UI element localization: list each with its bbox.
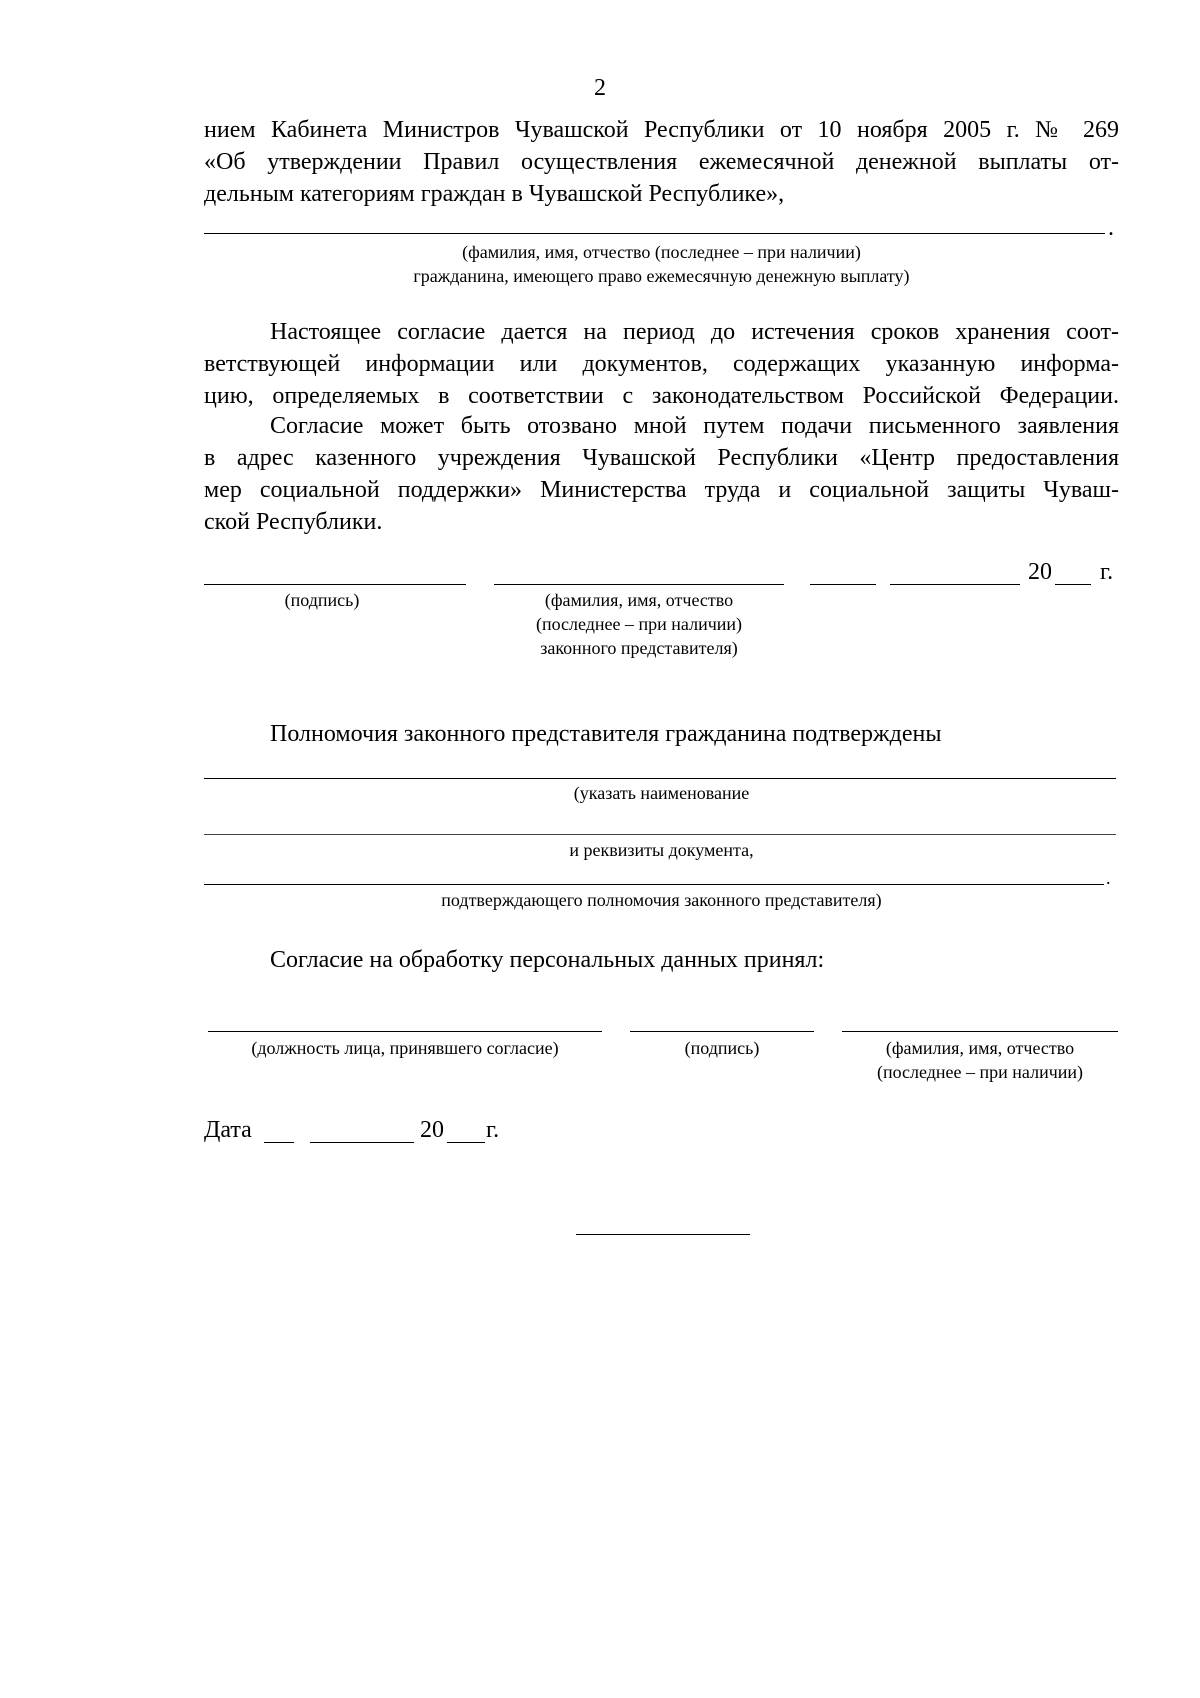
consent-revocation-paragraph xyxy=(204,410,1119,538)
intro-paragraph xyxy=(204,114,1119,210)
accepted-name-caption-line-2: (последнее – при наличии) xyxy=(876,1062,1084,1082)
date-day-line xyxy=(810,584,876,585)
consent-accepted-heading: Согласие на обработку персональных данных принял: xyxy=(270,947,825,973)
citizen-caption-line-1: (фамилия, имя, отчество (последнее – при наличии) xyxy=(462,242,861,262)
date-month-blank xyxy=(310,1142,414,1143)
date-year-suffix-bottom: г. xyxy=(486,1117,500,1143)
authority-caption-3: подтверждающего полномочия законного представителя) xyxy=(441,890,882,910)
paragraph2-line-3: мер социальной поддержки» Министерства труда и социальной защиты Чуваш- xyxy=(204,477,1119,503)
date-month-line xyxy=(890,584,1020,585)
authority-line-dot: . xyxy=(1106,868,1111,888)
intro-line-1: нием Кабинета Министров Чувашской Республики от 10 ноября 2005 г. № 269 xyxy=(204,117,1119,143)
date-year-prefix: 20 xyxy=(1028,559,1052,585)
citizen-name-line-dot: . xyxy=(1108,215,1114,241)
rep-name-caption-line-3: законного представителя) xyxy=(540,638,738,658)
paragraph2-line-2: в адрес казенного учреждения Чувашской Республики «Центр предоставления xyxy=(204,445,1119,471)
paragraph1-line-1: Настоящее согласие дается на период до истечения сроков хранения соот- xyxy=(270,319,1119,345)
paragraph1-line-2: ветствующей информации или документов, содержащих указанную информа- xyxy=(204,351,1119,377)
consent-period-paragraph xyxy=(204,316,1119,412)
representative-signature-caption: (подпись) xyxy=(284,590,360,610)
date-year-line xyxy=(1055,584,1091,585)
rep-name-caption-line-2: (последнее – при наличии) xyxy=(535,614,743,634)
authority-document-line-3 xyxy=(204,884,1104,885)
representative-name-caption xyxy=(494,588,784,660)
authority-heading: Полномочия законного представителя гражданина подтверждены xyxy=(270,721,942,747)
date-year-prefix-bottom: 20 xyxy=(420,1117,444,1143)
authority-document-line-1 xyxy=(204,778,1116,779)
date-label: Дата xyxy=(204,1117,252,1143)
date-day-blank xyxy=(264,1142,294,1143)
citizen-caption-line-2: гражданина, имеющего право ежемесячную денежную выплату) xyxy=(413,266,910,286)
page-number: 2 xyxy=(594,75,606,101)
rep-name-caption-line-1: (фамилия, имя, отчество xyxy=(544,590,734,610)
representative-name-line xyxy=(494,584,784,585)
date-year-blank xyxy=(447,1142,485,1143)
paragraph2-line-1: Согласие может быть отозвано мной путем подачи письменного заявления xyxy=(270,413,1119,439)
authority-caption-2: и реквизиты документа, xyxy=(569,840,754,860)
accepted-position-line xyxy=(208,1031,602,1032)
accepted-name-line xyxy=(842,1031,1118,1032)
paragraph2-line-4: ской Республики. xyxy=(204,509,383,535)
intro-line-3: дельным категориям граждан в Чувашской Республике», xyxy=(204,181,785,207)
paragraph1-line-3: цию, определяемых в соответствии с законодательством Российской Федерации. xyxy=(204,383,1119,409)
accepted-signature-caption: (подпись) xyxy=(684,1038,760,1058)
closing-separator-line xyxy=(576,1234,750,1235)
authority-document-line-2 xyxy=(204,834,1116,835)
citizen-name-line xyxy=(204,233,1105,234)
date-year-suffix: г. xyxy=(1100,559,1114,585)
accepted-name-caption-line-1: (фамилия, имя, отчество xyxy=(885,1038,1075,1058)
intro-line-2: «Об утверждении Правил осуществления ежемесячной денежной выплаты от- xyxy=(204,149,1119,175)
accepted-signature-line xyxy=(630,1031,814,1032)
representative-signature-line xyxy=(204,584,466,585)
authority-caption-1: (указать наименование xyxy=(573,783,750,803)
accepted-name-caption xyxy=(842,1036,1118,1084)
citizen-name-caption xyxy=(204,240,1119,288)
accepted-position-caption: (должность лица, принявшего согласие) xyxy=(251,1038,559,1058)
